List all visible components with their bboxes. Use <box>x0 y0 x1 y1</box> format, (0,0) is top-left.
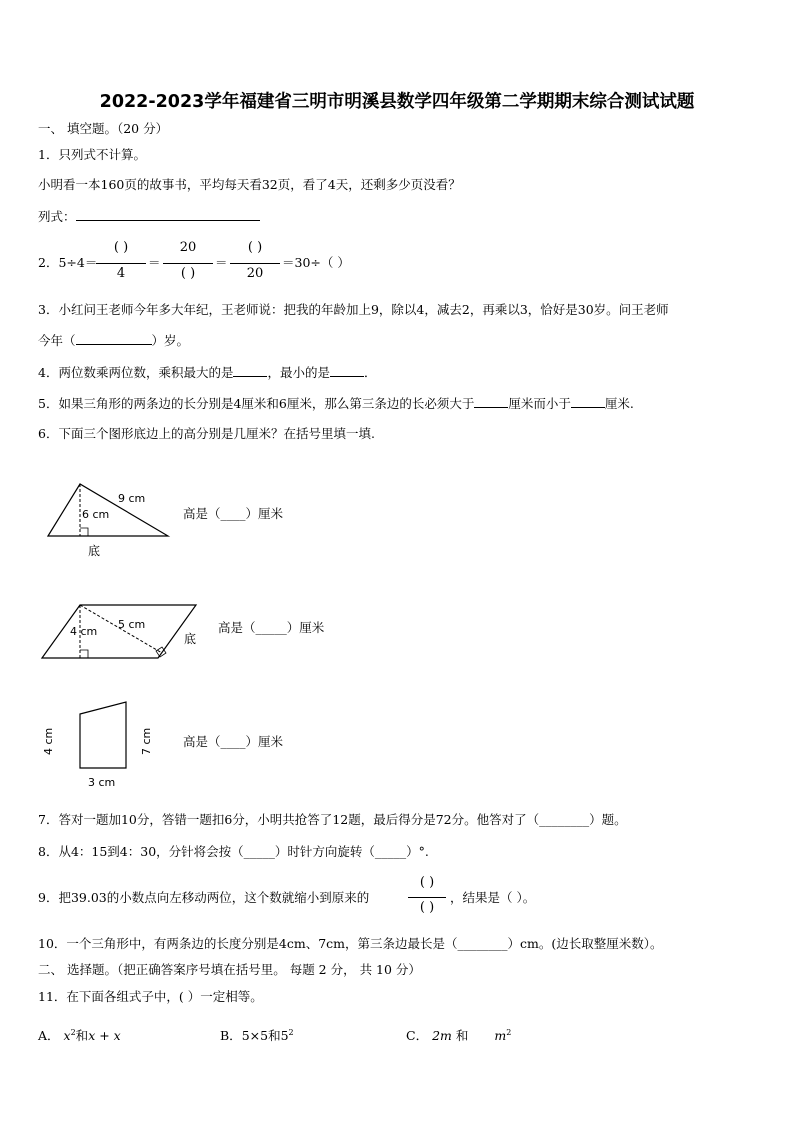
q9-text-b: ，结果是（ ）。 <box>450 890 536 905</box>
q6-fig1-answer[interactable]: 高是（____）厘米 <box>183 506 284 521</box>
q6-parallelogram-figure <box>42 605 196 658</box>
q11-option-c-expr1: 2m <box>432 1028 452 1044</box>
q2-frac1-bar <box>96 263 146 264</box>
q2-frac3-denominator: 20 <box>246 266 264 281</box>
q5-text-b: 厘米而小于 <box>508 396 571 411</box>
q2-prefix: 2．5÷4＝ <box>38 255 98 270</box>
q6-title: 6．下面三个图形底边上的高分别是几厘米？在括号里填一填. <box>38 426 375 441</box>
q11-option-b-expr2: 5 <box>280 1028 289 1044</box>
q5-blank-max[interactable] <box>571 395 605 408</box>
q11-option-a-expr1: x <box>63 1028 71 1044</box>
q2-frac2-denominator[interactable]: ( ) <box>180 266 196 281</box>
q3-line2-end: ）岁。 <box>151 333 190 348</box>
q6-triangle-figure <box>48 484 168 558</box>
q3-answer-blank[interactable] <box>76 332 152 345</box>
q4-blank-min[interactable] <box>330 364 364 377</box>
q11-option-c-sup: 2 <box>506 1028 512 1037</box>
q11-option-b-and: 和 <box>268 1028 281 1044</box>
q2-frac1-numerator[interactable]: ( ) <box>113 240 129 255</box>
q2-frac3-numerator[interactable]: ( ) <box>247 240 263 255</box>
q5-blank-min[interactable] <box>474 395 508 408</box>
q11-option-c-and: 和 <box>455 1028 469 1044</box>
q3-line1: 3．小红问王老师今年多大年纪，王老师说：把我的年龄加上9，除以4，减去2，再乘以3，恰好是30岁。问王老师 <box>38 302 669 317</box>
q4-text-c: ． <box>363 365 377 380</box>
q8-text: 8．从4：15到4：30，分针将会按（_____）时针方向旋转（_____）°. <box>38 844 429 859</box>
q4-text-a: 4．两位数乘两位数，乘积最大的是 <box>38 365 234 380</box>
page-title: 2022-2023学年福建省三明市明溪县数学四年级第二学期期末综合测试试题 <box>99 92 695 112</box>
q11-option-b-sup: 2 <box>288 1028 294 1037</box>
q2-frac2-numerator: 20 <box>179 240 197 255</box>
q5-text-a: 5．如果三角形的两条边的长分别是4厘米和6厘米，那么第三条边的长必须大于 <box>38 396 475 411</box>
q11-option-b[interactable] <box>220 1025 294 1044</box>
q6-fig1-side-label: 9 cm <box>118 492 146 505</box>
q11-option-b-expr1: 5×5 <box>241 1028 269 1044</box>
q9-frac-numerator[interactable]: ( ) <box>419 875 435 890</box>
q1-title: 1．只列式不计算。 <box>38 147 146 162</box>
q1-formula-row <box>38 208 260 225</box>
q2-frac3-bar <box>230 263 280 264</box>
q6-fig3-answer[interactable]: 高是（____）厘米 <box>183 734 284 749</box>
q11-option-a-and: 和 <box>75 1028 89 1044</box>
q5-text-c: 厘米. <box>604 396 634 411</box>
q2-equals-2: ＝ <box>215 255 228 270</box>
q1-text: 小明看一本160页的故事书，平均每天看32页，看了4天，还剩多少页没看？ <box>38 177 461 192</box>
q6-fig1-height-label: 6 cm <box>82 508 110 521</box>
q6-fig1-base-label: 底 <box>88 544 101 558</box>
q11-option-a[interactable] <box>38 1025 121 1044</box>
section-heading-fill-blank: 一、 填空题。（20 分） <box>38 121 169 136</box>
q3-line2 <box>38 332 189 349</box>
q6-fig2-answer[interactable]: 高是（_____）厘米 <box>218 620 325 635</box>
q10-text: 10．一个三角形中，有两条边的长度分别是4cm、7cm，第三条边最长是（________）cm。(边长取整厘米数）。 <box>38 936 663 951</box>
q3-line2-start: 今年（ <box>38 333 76 348</box>
q11-option-a-label: A． <box>38 1028 60 1044</box>
q6-fig2-side-label: 5 cm <box>118 618 146 631</box>
q9-frac-bar <box>408 897 446 898</box>
q1-formula-label: 列式： <box>38 209 76 224</box>
q4-row <box>38 364 377 381</box>
q9-frac-denominator[interactable]: ( ) <box>419 900 435 915</box>
q11-option-b-label: B． <box>220 1028 242 1044</box>
q11-option-c-expr2: m <box>494 1028 507 1044</box>
q6-fig2-height-label: 4 cm <box>70 625 98 638</box>
q6-trapezoid-figure <box>42 702 153 789</box>
q11-title: 11．在下面各组式子中，( ）一定相等。 <box>38 989 263 1004</box>
q2-equals-1: ＝ <box>148 255 161 270</box>
q11-option-c-label: C． <box>406 1028 429 1044</box>
q6-fig3-left-label: 4 cm <box>42 727 55 755</box>
q6-fig2-base-label: 底 <box>184 632 197 646</box>
q11-option-a-expr2: x + x <box>88 1028 121 1044</box>
q5-row <box>38 395 634 412</box>
section-heading-choice: 二、 选择题。（把正确答案序号填在括号里。 每题 2 分， 共 10 分） <box>38 962 421 977</box>
q7-text: 7．答对一题加10分，答错一题扣6分，小明共抢答了12题，最后得分是72分。他答对了（________）题。 <box>38 812 627 827</box>
q4-blank-max[interactable] <box>233 364 267 377</box>
q1-answer-blank[interactable] <box>76 208 260 221</box>
q2-frac1-denominator: 4 <box>116 266 126 281</box>
q6-fig3-right-label: 7 cm <box>140 727 153 755</box>
q4-text-b: ，最小的是 <box>267 365 330 380</box>
q2-frac2-bar <box>163 263 213 264</box>
q2-suffix: ＝30÷（ ） <box>282 255 350 270</box>
q9-text-a: 9．把39.03的小数点向左移动两位，这个数就缩小到原来的 <box>38 890 370 905</box>
q11-option-c[interactable] <box>406 1025 511 1044</box>
q11-option-a-sup: 2 <box>70 1028 76 1037</box>
q6-fig3-bottom-label: 3 cm <box>88 776 116 789</box>
